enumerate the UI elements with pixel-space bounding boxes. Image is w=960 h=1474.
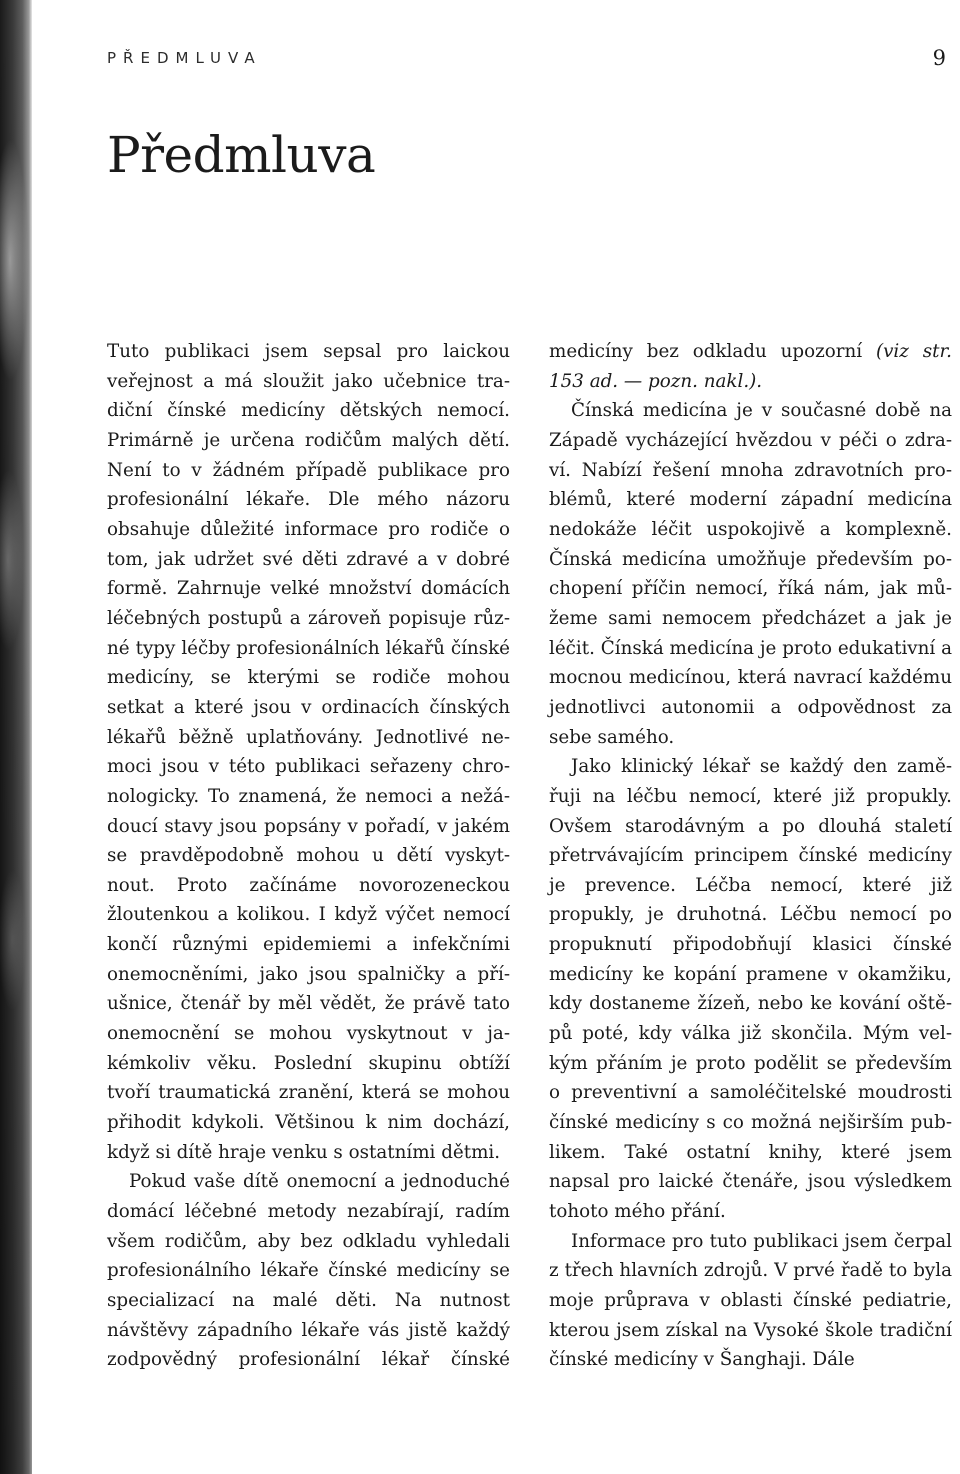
paragraph [107, 337, 510, 1167]
paragraph [549, 752, 952, 1227]
paragraph-text: Informace pro tuto publikaci jsem čerpal z třech hlavních zdrojů. V prvé řadě to byla moje průprava v oblasti čínské pediatrie, kterou jsem získal na Vysoké škole tradiční čínské medicíny v Šanghaji. Dále [549, 1230, 952, 1371]
page-edge-shadow [0, 0, 32, 1474]
body-text [107, 337, 952, 1397]
paragraph-text: Pokud vaše dítě onemocní a jednoduché domácí léčebné metody nezabírají, radím všem rodičům, aby bez odkladu vyhledali profesionálního lékaře čínské medicíny se specializací na malé děti. Na nutnost návštěvy západního lékaře vás jistě každý zodpovědný profesionální lékař čínské medicíny bez odkladu upozorní [107, 341, 863, 1371]
running-head: PŘEDMLUVA [107, 49, 262, 67]
paragraph [549, 1227, 952, 1375]
editorial-note: (viz str. 153 ad. — pozn. nakl.). [549, 341, 952, 392]
paragraph-text: Čínská medicína je v současné době na Západě vycházející hvězdou v péči o zdraví. Nabízí řešení mnoha zdravotních problémů, které moderní západní medicína nedokáže léčit uspokojivě a komplexně. Čínská medicína umožňuje především pochopení příčin nemocí, říká nám, jak můžeme sami nemocem předcházet a jak je léčit. Čínská medicína je proto edukativní a mocnou medicínou, která navrací každému jednotlivci autonomii a odpovědnost za sebe samého. [549, 400, 952, 748]
page-title: Předmluva [107, 126, 376, 184]
page-number: 9 [932, 46, 946, 70]
paragraph [549, 396, 952, 752]
paragraph-text: Jako klinický lékař se každý den zaměřuji na léčbu nemocí, které již propukly. Ovšem starodávným a po dlouhá staletí přetrvávajícím principem čínské medicíny je prevence. Léčba nemocí, které již propukly, je druhotná. Léčbu nemocí po propuknutí připodobňují klasici čínské medicíny ke kopání pramene v okamžiku, kdy dostaneme žízeň, nebo ke kování oštěpů poté, kdy válka již skončila. Mým velkým přáním je proto podělit se především o preventivní a samoléčitelské moudrosti čínské medicíny s co možná nejširším publikem. Také ostatní knihy, které jsem napsal pro laické čtenáře, jsou výsledkem tohoto mého přání. [549, 756, 952, 1223]
paragraph-text: Tuto publikaci jsem sepsal pro laickou veřejnost a má sloužit jako učebnice tradiční čínské medicíny dětských nemocí. Primárně je určena rodičům malých dětí. Není to v žádném případě publikace pro profesionální lékaře. Dle mého názoru obsahuje důležité informace pro rodiče o tom, jak udržet své děti zdravé a v dobré formě. Zahrnuje velké množství domácích léčebných postupů a zároveň popisuje různé typy léčby profesionálních lékařů čínské medicíny, se kterými se rodiče mohou setkat a které jsou v ordinacích čínských lékařů běžně uplatňovány. Jednotlivé nemoci jsou v této publikaci seřazeny chronologicky. To znamená, že nemoci a nežádoucí stavy jsou popsány v pořadí, v jakém se pravděpodobně mohou u dětí vyskytnout. Proto začínáme novorozeneckou žloutenkou a kolikou. I když výčet nemocí končí různými epidemiemi a infekčními onemocněními, jako jsou spalničky a příušnice, čtenář by měl vědět, že právě tato onemocnění se mohou vyskytnout v jakémkoliv věku. Poslední skupinu obtíží tvoří traumatická zranění, která se mohou přihodit kdykoli. Většinou k nim dochází, když si dítě hraje venku s ostatními dětmi. [107, 341, 510, 1163]
